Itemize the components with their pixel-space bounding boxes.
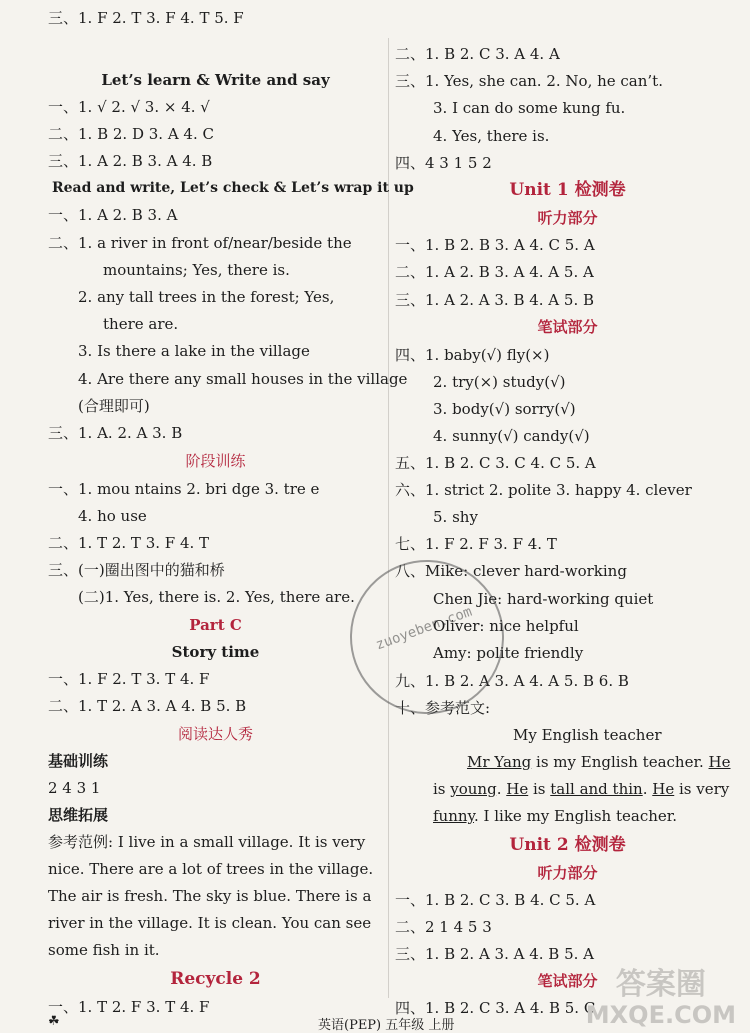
answer-line: there are. <box>103 315 179 333</box>
section-heading: Part C <box>189 616 242 634</box>
subheading: 基础训练 <box>48 752 109 770</box>
answer-line: 四、4 3 1 5 2 <box>395 154 492 172</box>
answer-line: 二、1. B 2. C 3. A 4. A <box>395 45 560 63</box>
publisher-logo-icon: ☘ <box>48 1014 60 1029</box>
essay-text: is <box>528 780 551 798</box>
answer-line: 一、1. √ 2. √ 3. × 4. √ <box>48 98 210 116</box>
answer-line: 一、1. F 2. T 3. T 4. F <box>48 670 210 688</box>
answer-line: 三、1. F 2. T 3. F 4. T 5. F <box>48 9 244 27</box>
section-heading: 阅读达人秀 <box>177 725 253 743</box>
underlined-text: He <box>652 780 675 798</box>
section-heading: Unit 2 检测卷 <box>509 835 626 855</box>
subheading: 思维拓展 <box>48 806 109 824</box>
answer-line: 六、1. strict 2. polite 3. happy 4. clever <box>395 481 692 499</box>
essay-text: is <box>433 780 451 798</box>
answer-line: mountains; Yes, there is. <box>103 261 290 279</box>
answer-line: 一、1. B 2. C 3. B 4. C 5. A <box>395 891 596 909</box>
answer-line: 3. I can do some kung fu. <box>433 99 626 117</box>
answer-line: river in the village. It is clean. You can see <box>48 914 372 932</box>
answer-line: 二、1. T 2. A 3. A 4. B 5. B <box>48 697 247 715</box>
answer-line: 七、1. F 2. F 3. F 4. T <box>395 535 557 553</box>
section-heading: Read and write, Let’s check & Let’s wrap it up <box>52 180 414 196</box>
answer-line: 二、1. T 2. T 3. F 4. T <box>48 534 210 552</box>
answer-line: 四、1. B 2. C 3. A 4. B 5. C <box>395 999 596 1017</box>
essay-title: My English teacher <box>513 726 662 744</box>
essay-line <box>433 779 729 799</box>
answer-line: 2. any tall trees in the forest; Yes, <box>78 288 335 306</box>
underlined-text: He <box>708 753 731 771</box>
answer-line: 十、参考范文: <box>395 699 491 717</box>
answer-line: The air is fresh. The sky is blue. There is a <box>48 887 372 905</box>
essay-line <box>467 752 731 772</box>
answer-line: Chen Jie: hard-working quiet <box>433 590 654 608</box>
footer-title: 英语(PEP) 五年级 上册 <box>318 1018 455 1033</box>
answer-line: Oliver: nice helpful <box>433 617 579 635</box>
section-heading: 听力部分 <box>537 864 598 882</box>
answer-line: 3. body(√) sorry(√) <box>433 400 576 418</box>
section-heading: Recycle 2 <box>170 969 261 989</box>
answer-line: 三、1. A 2. A 3. B 4. A 5. B <box>395 291 595 309</box>
answer-line: (合理即可) <box>78 397 150 415</box>
answer-line: 4. Yes, there is. <box>433 127 550 145</box>
answer-line: 八、Mike: clever hard-working <box>395 562 627 580</box>
answer-line: 2 4 3 1 <box>48 779 101 797</box>
underlined-text: He <box>506 780 529 798</box>
answer-line: 二、1. B 2. D 3. A 4. C <box>48 125 214 143</box>
answer-line: 二、1. a river in front of/near/beside the <box>48 234 352 252</box>
answer-line: some fish in it. <box>48 941 160 959</box>
underlined-text: funny <box>433 807 475 825</box>
answer-line: 九、1. B 2. A 3. A 4. A 5. B 6. B <box>395 672 629 690</box>
answer-line: 一、1. T 2. F 3. T 4. F <box>48 998 210 1016</box>
watermark-text: 答案圈 <box>615 967 706 1002</box>
section-heading: 听力部分 <box>537 209 598 227</box>
section-heading: 笔试部分 <box>537 318 598 336</box>
underlined-text: Mr Yang <box>467 753 532 771</box>
answer-line: 4. sunny(√) candy(√) <box>433 427 590 445</box>
essay-text: is my English teacher. <box>531 753 709 771</box>
section-heading: Let’s learn & Write and say <box>101 71 330 89</box>
answer-line: Amy: polite friendly <box>433 644 584 662</box>
underlined-text: tall and thin <box>550 780 643 798</box>
essay-text: . <box>642 780 653 798</box>
answer-line: (二)1. Yes, there is. 2. Yes, there are. <box>78 588 355 606</box>
section-heading: Unit 1 检测卷 <box>509 180 626 200</box>
essay-line <box>433 806 677 826</box>
answer-line: 三、1. A 2. B 3. A 4. B <box>48 152 213 170</box>
answer-line: 三、1. Yes, she can. 2. No, he can’t. <box>395 72 663 90</box>
essay-text: . <box>496 780 507 798</box>
answer-line: 四、1. baby(√) fly(×) <box>395 346 550 364</box>
answer-line: 二、1. A 2. B 3. A 4. A 5. A <box>395 263 594 281</box>
stamp-text: zuoyeben.com <box>373 603 475 654</box>
answer-line: 五、1. B 2. C 3. C 4. C 5. A <box>395 454 596 472</box>
essay-text: . I like my English teacher. <box>474 807 678 825</box>
answer-line: 4. ho use <box>78 507 147 525</box>
answer-line: 三、(一)圈出图中的猫和桥 <box>48 561 225 579</box>
answer-line: 一、1. A 2. B 3. A <box>48 206 178 224</box>
watermark-url: MXQE.COM <box>585 1001 736 1029</box>
answer-line: 三、1. A. 2. A 3. B <box>48 424 183 442</box>
answer-line: nice. There are a lot of trees in the village. <box>48 860 374 878</box>
answer-line: 一、1. mou ntains 2. bri dge 3. tre e <box>48 480 320 498</box>
section-heading: 笔试部分 <box>537 972 598 990</box>
essay-text: is very <box>674 780 730 798</box>
section-heading: Story time <box>171 643 260 661</box>
page-footer <box>48 1014 740 1032</box>
answer-line: 三、1. B 2. A 3. A 4. B 5. A <box>395 945 595 963</box>
underlined-text: young <box>450 780 497 798</box>
answer-line: 5. shy <box>433 508 478 526</box>
answer-line: 参考范例: I live in a small village. It is very <box>48 833 366 851</box>
answer-line: 二、2 1 4 5 3 <box>395 918 492 936</box>
answer-line: 2. try(×) study(√) <box>433 373 566 391</box>
answer-line: 一、1. B 2. B 3. A 4. C 5. A <box>395 236 595 254</box>
answer-line: 4. Are there any small houses in the village <box>78 370 408 388</box>
answer-line: 3. Is there a lake in the village <box>78 342 310 360</box>
section-heading: 阶段训练 <box>185 452 246 470</box>
